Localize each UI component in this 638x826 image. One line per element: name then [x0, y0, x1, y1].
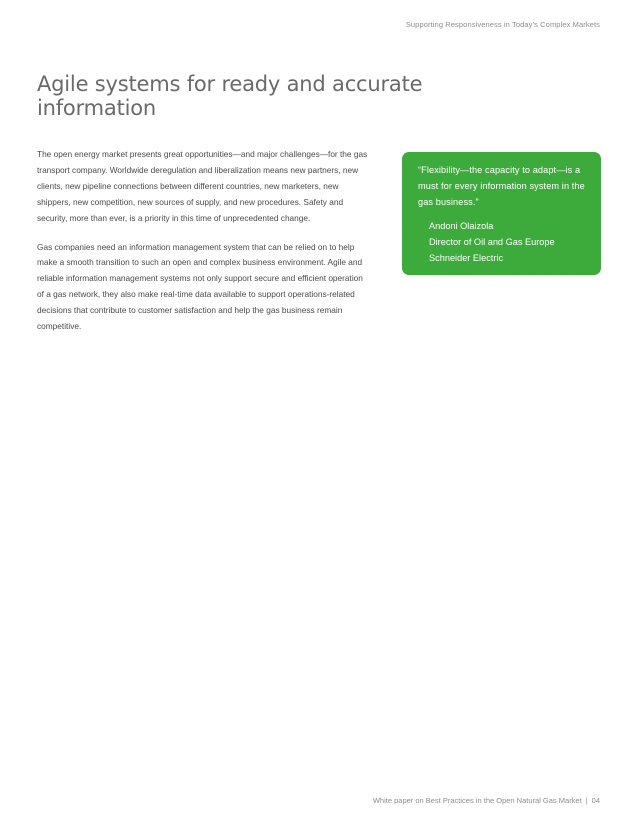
body-paragraph-2: Gas companies need an information management system that can be relied on to help make a smooth transition to such an open and complex business environment. Agile and reliable information management systems not only support secure and efficient operation of a gas network, they also make real-time data available to support operations-related decisions that contribute to customer satisfaction and help the gas business remain competitive. — [37, 241, 363, 332]
footer-document-title: White paper on Best Practices in the Open Natural Gas Market — [372, 796, 582, 805]
quote-text: “Flexibility—the capacity to adapt—is a must for every information system in the gas business.” — [418, 165, 585, 207]
page-number: 04 — [591, 796, 600, 805]
page-title: Agile systems for ready and accurate information — [37, 72, 423, 120]
attribution-name: Andoni Olaizola — [429, 221, 494, 231]
attribution-role: Director of Oil and Gas Europe — [429, 237, 555, 247]
running-footer — [373, 796, 600, 805]
body-paragraph-1: The open energy market presents great opportunities—and major challenges—for the gas transport company. Worldwide deregulation and liberalization means new partners, new clients, new pipeline connections between different countries, new marketers, new shippers, new competition, new sources of supply, and new procedures. Safety and security, more than ever, is a priority in this time of unprecedented change. — [37, 149, 368, 223]
running-header: Supporting Responsiveness in Today’s Complex Markets — [405, 20, 600, 29]
body-text — [37, 147, 372, 348]
footer-separator: | — [585, 796, 588, 805]
attribution-company: Schneider Electric — [429, 253, 504, 263]
pull-quote-box — [402, 152, 601, 275]
quote-attribution — [418, 218, 589, 266]
